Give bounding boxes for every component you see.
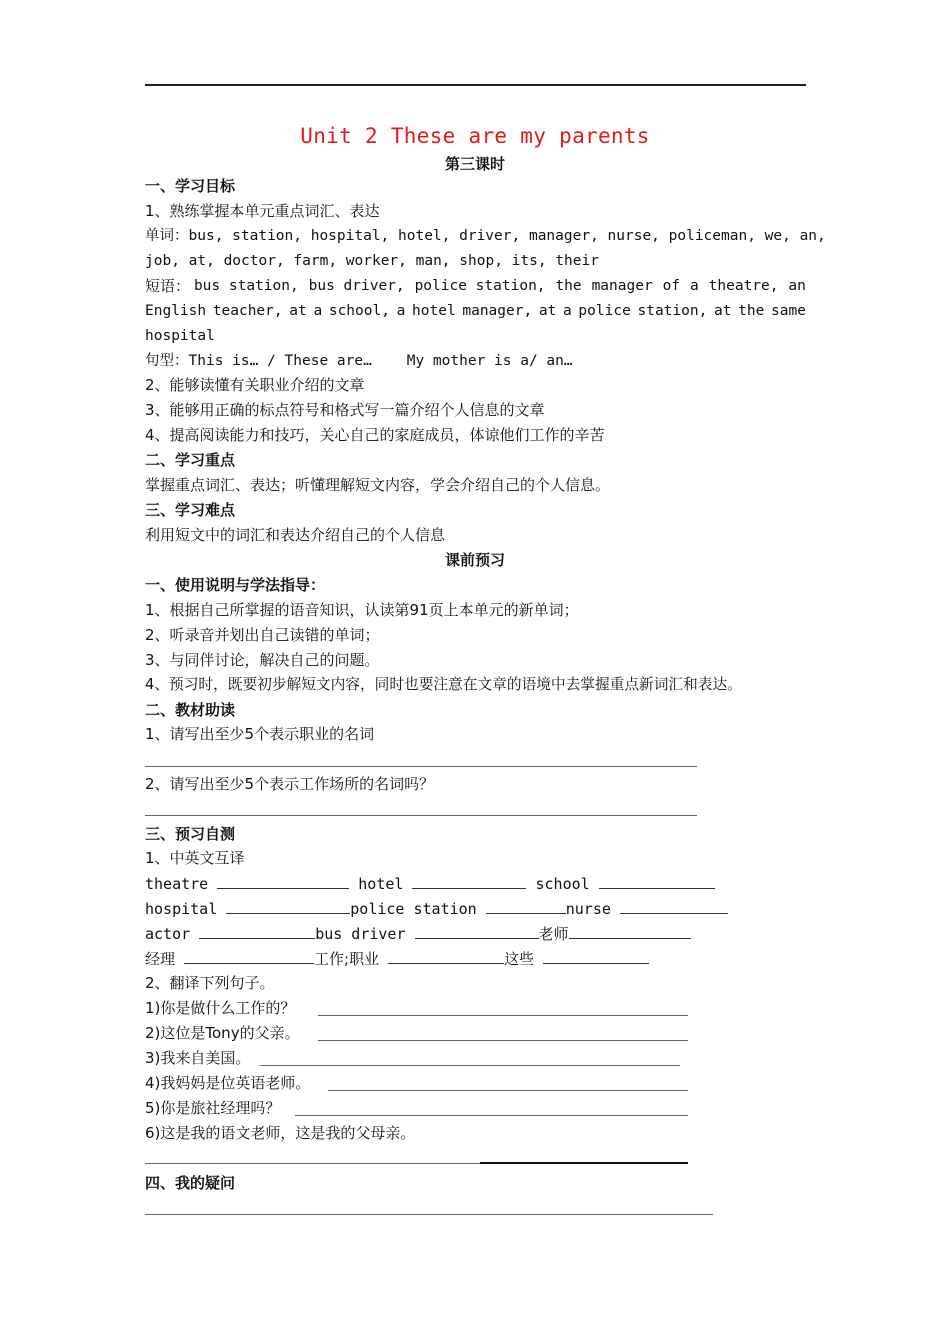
phrases-label: 短语： <box>145 277 191 295</box>
term: theatre <box>145 875 209 893</box>
answer-line[interactable] <box>480 1162 688 1164</box>
term: bus driver <box>315 925 406 943</box>
focus-text: 掌握重点词汇、表达；听懂理解短文内容，学会介绍自己的个人信息。 <box>145 476 611 494</box>
answer-line[interactable] <box>318 1015 688 1016</box>
answer-line[interactable] <box>145 1214 713 1215</box>
term: school <box>535 875 590 893</box>
phrase-word: a <box>396 303 406 319</box>
answer-blank[interactable] <box>599 874 715 889</box>
sentence-text: 4)我妈妈是位英语老师。 <box>145 1074 311 1092</box>
objective-4: 4、提高阅读能力和技巧，关心自己的家庭成员，体谅他们工作的辛苦 <box>145 426 605 444</box>
sentence-item <box>145 1047 250 1069</box>
vocabulary-line-2: job, at, doctor, farm, worker, man, shop, its, their <box>145 253 599 269</box>
translation-row-1 <box>145 873 715 895</box>
phrase-word: the <box>555 278 582 294</box>
phrase-word: at <box>538 303 557 319</box>
sentence-text: 5)你是旅社经理吗？ <box>145 1099 281 1117</box>
page-title: Unit 2 These are my parents <box>300 124 650 148</box>
phrase-word: police station, <box>414 278 546 294</box>
sentence-text: 2)这位是Tony的父亲。 <box>145 1024 300 1042</box>
header-rule <box>145 84 806 86</box>
answer-blank[interactable] <box>184 949 314 964</box>
phrases-line-3: hospital <box>145 328 215 344</box>
answer-blank[interactable] <box>199 924 315 939</box>
phrase-word: same <box>771 303 806 319</box>
answer-blank[interactable] <box>415 924 539 939</box>
answer-blank[interactable] <box>569 924 691 939</box>
preview-heading: 课前预习 <box>444 551 505 569</box>
phrase-word: at <box>289 303 307 319</box>
vocabulary-line-1: 单词：bus, station, hospital, hotel, driver, manager, nurse, policeman, we, an, <box>145 228 826 244</box>
answer-line[interactable] <box>328 1090 688 1091</box>
sentence-patterns: 句型：This is… / These are… My mother is a/ an… <box>145 353 573 369</box>
phrases-line-2 <box>145 300 806 322</box>
aid-question-1: 1、请写出至少5个表示职业的名词 <box>145 725 375 743</box>
sentence-text: 3)我来自美国。 <box>145 1049 251 1067</box>
term: hotel <box>358 875 404 893</box>
phrase-word: the <box>738 303 765 319</box>
guide-3: 3、与同伴讨论，解决自己的问题。 <box>145 651 380 669</box>
phrase-word: a <box>690 278 699 294</box>
phrase-word: manager, <box>462 303 533 319</box>
difficulty-text: 利用短文中的词汇和表达介绍自己的个人信息 <box>145 526 446 544</box>
translation-part-1: 1、中英文互译 <box>145 849 245 867</box>
answer-line[interactable] <box>295 1115 688 1116</box>
answer-blank[interactable] <box>486 899 566 914</box>
term: 这些 <box>504 950 535 968</box>
phrase-word: bus driver, <box>308 278 405 294</box>
sentence-text: 1)你是做什么工作的？ <box>145 999 296 1017</box>
aid-heading: 二、教材助读 <box>145 701 236 719</box>
lesson-subtitle: 第三课时 <box>444 155 505 173</box>
phrase-word: teacher, <box>212 303 283 319</box>
phrase-word: theatre, <box>708 278 779 294</box>
objective-2: 2、能够读懂有关职业介绍的文章 <box>145 376 365 394</box>
answer-blank[interactable] <box>388 949 504 964</box>
phrases-line-1 <box>145 275 806 297</box>
answer-line[interactable] <box>260 1065 680 1066</box>
guide-2: 2、听录音并划出自己读错的单词； <box>145 626 380 644</box>
sentence-item <box>145 1122 415 1144</box>
translation-row-3 <box>145 923 691 945</box>
phrase-word: manager <box>591 278 653 294</box>
answer-blank[interactable] <box>217 874 349 889</box>
sentence-text: 6)这是我的语文老师，这是我的父母亲。 <box>145 1124 416 1142</box>
guide-4: 4、预习时，既要初步解短文内容，同时也要注意在文章的语境中去掌握重点新词汇和表达。 <box>145 676 742 693</box>
phrase-word: a <box>563 303 572 319</box>
sentence-item <box>145 997 295 1019</box>
phrase-word: bus station, <box>193 278 299 294</box>
answer-blank[interactable] <box>226 899 350 914</box>
guide-1: 1、根据自己所掌握的语音知识，认读第91页上本单元的新单词； <box>145 601 579 619</box>
sentence-item <box>145 1097 280 1119</box>
sentence-item <box>145 1022 300 1044</box>
guide-heading: 一、使用说明与学法指导： <box>145 576 326 594</box>
phrase-word: an <box>788 278 806 294</box>
term: actor <box>145 925 191 943</box>
phrase-word: station, <box>637 303 708 319</box>
questions-heading: 四、我的疑问 <box>145 1174 236 1192</box>
answer-blank[interactable] <box>620 899 728 914</box>
objectives-heading: 一、学习目标 <box>145 177 236 195</box>
answer-blank[interactable] <box>412 874 526 889</box>
phrase-word: hotel <box>412 303 456 319</box>
answer-line[interactable] <box>145 815 697 816</box>
translation-row-4 <box>145 948 649 970</box>
term: 工作;职业 <box>314 950 380 968</box>
aid-question-2: 2、请写出至少5个表示工作场所的名词吗？ <box>145 775 435 793</box>
translation-part-2: 2、翻译下列句子。 <box>145 974 275 992</box>
answer-line[interactable] <box>145 1163 480 1164</box>
phrase-word: of <box>662 278 681 294</box>
phrase-word: at <box>714 303 732 319</box>
term: hospital <box>145 900 218 918</box>
phrase-word: police <box>578 303 631 319</box>
phrase-word: a <box>313 303 323 319</box>
focus-heading: 二、学习重点 <box>145 451 236 469</box>
answer-line[interactable] <box>145 766 697 767</box>
answer-blank[interactable] <box>543 949 649 964</box>
term: nurse <box>565 900 611 918</box>
phrase-word: English <box>145 303 207 319</box>
translation-row-2 <box>145 898 728 920</box>
term: 经理 <box>145 950 176 968</box>
objective-1: 1、熟练掌握本单元重点词汇、表达 <box>145 202 380 220</box>
phrase-word: school, <box>328 303 390 319</box>
objective-3: 3、能够用正确的标点符号和格式写一篇介绍个人信息的文章 <box>145 401 545 419</box>
term: 老师 <box>538 925 569 943</box>
difficulty-heading: 三、学习难点 <box>145 501 236 519</box>
answer-line[interactable] <box>318 1040 688 1041</box>
selftest-heading: 三、预习自测 <box>145 825 236 843</box>
sentence-item <box>145 1072 310 1094</box>
term: police station <box>350 900 477 918</box>
